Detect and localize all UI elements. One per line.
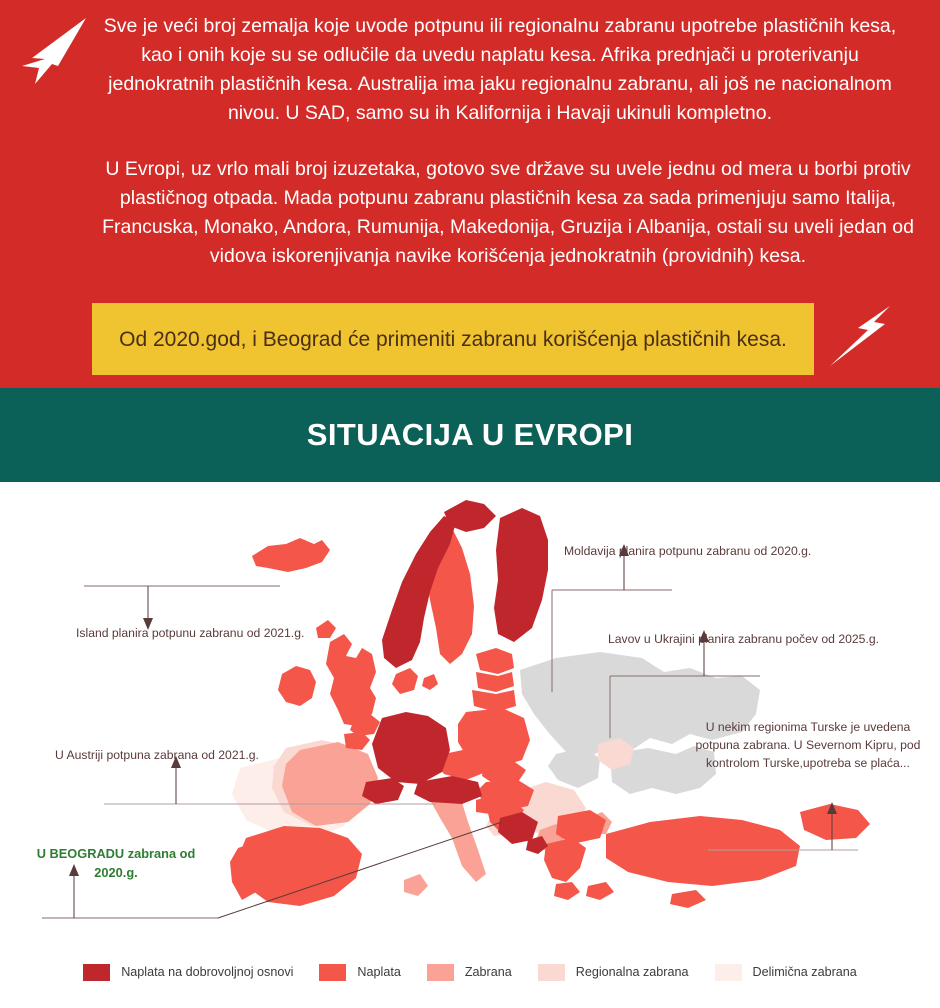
section-banner <box>0 388 940 482</box>
legend-item <box>319 964 400 981</box>
hero-paragraph-2: U Evropi, uz vrlo mali broj izuzetaka, gotovo sve države su uvele jednu od mera u borbi protiv plastičnog otpada. Mada potpunu zabranu plastičnih kesa za sada primenjuju samo Italija, Francuska, Monako, Andora, Rumunija, Makedonija, Gruzija i Albanija, ostali su uveli jedan od vidova iskorenjivanja navike korišćenja jednokratnih (providnih) kesa. <box>102 158 914 267</box>
annotation-moldova: Moldavija planira potpunu zabranu od 2020.g. <box>564 544 812 558</box>
paragraph-spacer <box>86 128 914 155</box>
legend-swatch-icon <box>538 964 565 981</box>
lightning-bolt-icon-secondary <box>822 300 902 380</box>
legend-label: Naplata na dobrovoljnoj osnovi <box>121 965 294 979</box>
legend-label: Delimična zabrana <box>752 965 857 979</box>
legend-label: Naplata <box>357 965 401 979</box>
annotation-turkey: U nekim regionima Turske je uvedena potpuna zabrana. U Severnom Kipru, pod kontrolom Turske,upotreba se plaća... <box>695 720 921 770</box>
map-legend <box>0 952 940 992</box>
legend-swatch-icon <box>319 964 346 981</box>
section-title: SITUACIJA U EVROPI <box>306 417 634 452</box>
legend-item <box>538 964 689 981</box>
map-section <box>0 482 940 1008</box>
annotation-belgrade: U BEOGRADU zabrana od 2020.g. <box>36 846 196 880</box>
hero-paragraph-1: Sve je veći broj zemalja koje uvode potpunu ili regionalnu zabranu upotrebe plastičnih kesa, kao i onih koje su se odlučile da uvedu naplatu kesa. Afrika prednjači u proterivanju jednokratnih plastičnih kesa. Australija ima jaku regionalnu zabranu, ali još ne nacionalnom nivou. U SAD, samo su ih Kalifornija i Havaji ukinuli kompletno. <box>103 15 897 124</box>
legend-item <box>83 964 293 981</box>
highlight-callout-box <box>92 303 814 375</box>
hero-section <box>0 0 940 388</box>
legend-swatch-icon <box>715 964 742 981</box>
legend-swatch-icon <box>427 964 454 981</box>
annotation-lviv: Lavov u Ukrajini planira zabranu počev od 2025.g. <box>608 632 880 646</box>
lightning-bolt-icon <box>12 6 92 90</box>
annotation-iceland: Island planira potpunu zabranu od 2021.g. <box>76 626 305 640</box>
legend-label: Zabrana <box>464 965 512 979</box>
annotation-austria: U Austriji potpuna zabrana od 2021.g. <box>55 748 259 762</box>
hero-paragraphs <box>86 12 914 271</box>
legend-swatch-icon <box>83 964 110 981</box>
highlight-callout-text: Od 2020.god, i Beograd će primeniti zabranu korišćenja plastičnih kesa. <box>119 327 787 351</box>
legend-item <box>715 964 857 981</box>
legend-item <box>427 964 512 981</box>
legend-label: Regionalna zabrana <box>575 965 689 979</box>
